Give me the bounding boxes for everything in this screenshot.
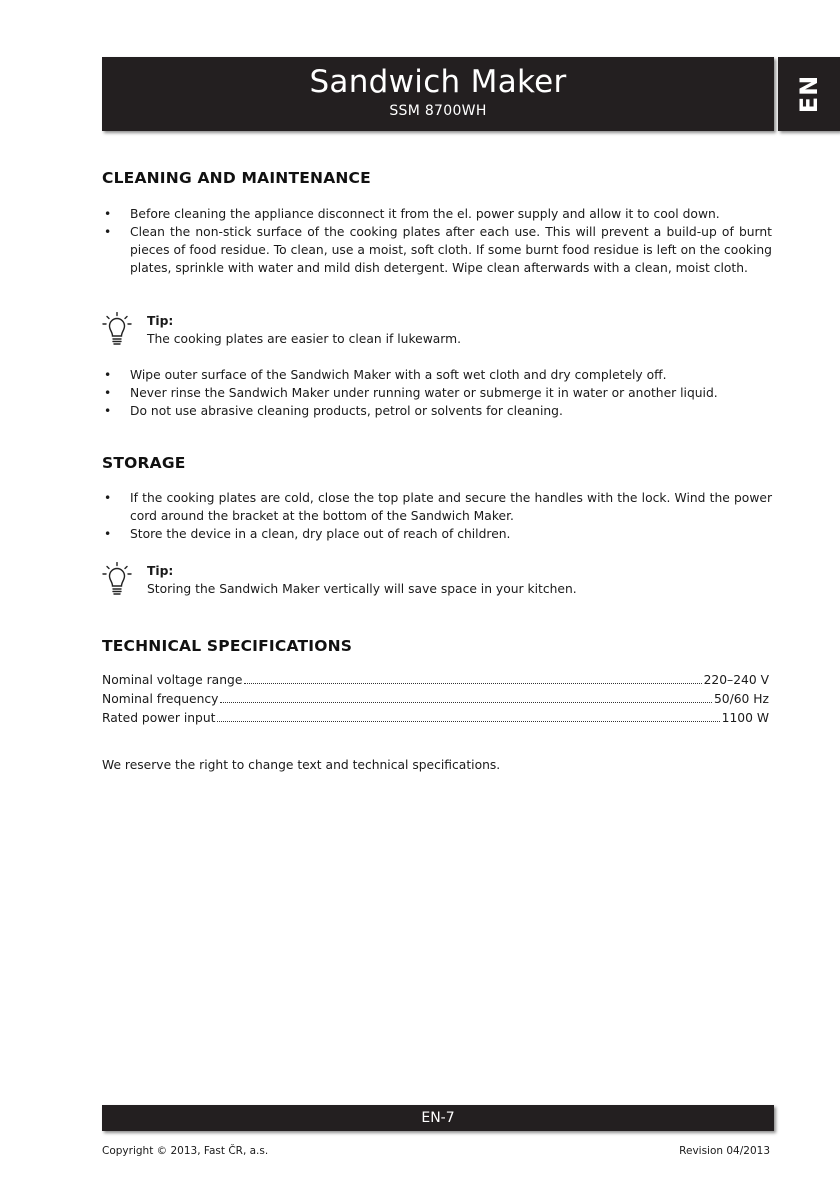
spec-label: Nominal frequency	[102, 692, 219, 706]
tip-text: Storing the Sandwich Maker vertically will save space in your kitchen.	[147, 582, 577, 596]
tip-label: Tip:	[147, 314, 174, 328]
list-item: • Never rinse the Sandwich Maker under running water or submerge it in water or another liquid.	[102, 384, 772, 402]
leader-dots	[220, 702, 711, 703]
spec-label: Rated power input	[102, 711, 216, 725]
model-number: SSM 8700WH	[389, 103, 487, 119]
spec-row	[102, 673, 769, 692]
page-number-bar	[102, 1105, 774, 1131]
lightbulb-icon	[102, 562, 132, 598]
language-tab	[778, 57, 840, 131]
list-item: • Wipe outer surface of the Sandwich Maker with a soft wet cloth and dry completely off.	[102, 366, 772, 384]
language-code: EN	[795, 74, 823, 114]
spec-value: 50/60 Hz	[713, 692, 769, 706]
storage-list	[102, 489, 772, 543]
cleaning-list	[102, 205, 772, 277]
tip-label: Tip:	[147, 564, 174, 578]
copyright: Copyright © 2013, Fast ČR, a.s.	[102, 1145, 269, 1157]
list-item: • Store the device in a clean, dry place out of reach of children.	[102, 525, 772, 543]
specs-table	[102, 673, 769, 730]
list-item: • Clean the non-stick surface of the cooking plates after each use. This will prevent a build-up of burnt pieces of food residue. To clean, use a moist, soft cloth. If some burnt food residue is left on the cooking plates, sprinkle with water and mild dish detergent. Wipe clean afterwards with a clean, moist cloth.	[102, 223, 772, 277]
page-number: EN-7	[421, 1110, 455, 1126]
specs-heading: TECHNICAL SPECIFICATIONS	[102, 637, 353, 655]
storage-tip	[102, 562, 772, 602]
list-item: • Before cleaning the appliance disconnect it from the el. power supply and allow it to cool down.	[102, 205, 772, 223]
revision: Revision 04/2013	[679, 1145, 770, 1157]
spec-row	[102, 692, 769, 711]
storage-heading: STORAGE	[102, 454, 186, 472]
spec-row	[102, 711, 769, 730]
spec-value: 1100 W	[721, 711, 769, 725]
leader-dots	[244, 683, 701, 684]
change-notice: We reserve the right to change text and technical specifications.	[102, 758, 501, 772]
document-header	[102, 57, 774, 131]
leader-dots	[217, 721, 719, 722]
cleaning-tip	[102, 312, 772, 352]
list-item: • If the cooking plates are cold, close the top plate and secure the handles with the lock. Wind the power cord around the bracket at the bottom of the Sandwich Maker.	[102, 489, 772, 525]
cleaning-heading: CLEANING AND MAINTENANCE	[102, 169, 371, 187]
cleaning-list-continued	[102, 366, 772, 420]
spec-label: Nominal voltage range	[102, 673, 243, 687]
lightbulb-icon	[102, 312, 132, 348]
product-title: Sandwich Maker	[309, 64, 567, 100]
tip-text: The cooking plates are easier to clean if lukewarm.	[147, 332, 462, 346]
list-item: • Do not use abrasive cleaning products, petrol or solvents for cleaning.	[102, 402, 772, 420]
spec-value: 220–240 V	[703, 673, 769, 687]
